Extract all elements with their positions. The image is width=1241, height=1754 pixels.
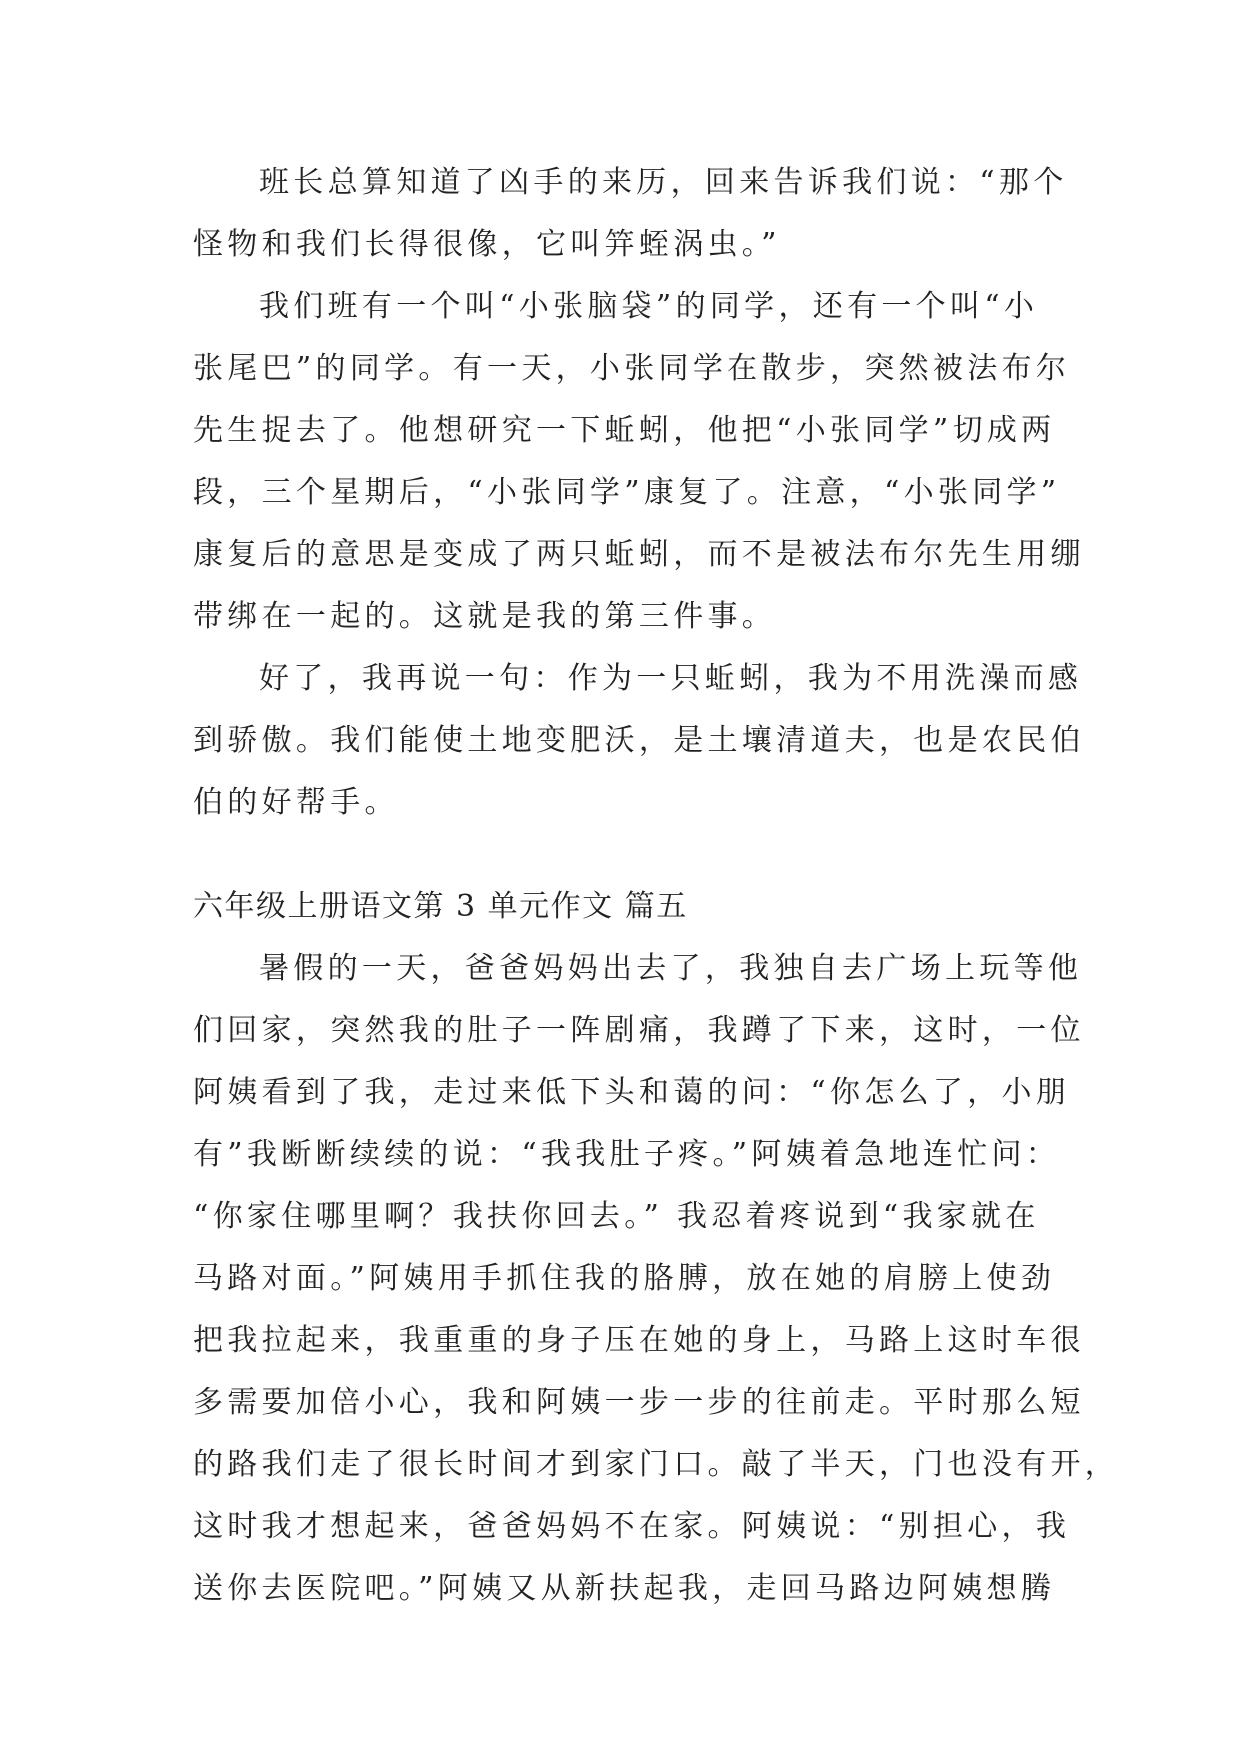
paragraph-line: 段，三个星期后，“小张同学”康复了。注意，“小张同学” — [193, 475, 1061, 510]
section-2-body — [193, 938, 1120, 1620]
paragraph-line: 有”我断断续续的说：“我我肚子疼。”阿姨着急地连忙问： — [193, 1137, 1061, 1172]
paragraph-line: 送你去医院吧。”阿姨又从新扶起我，走回马路边阿姨想腾 — [193, 1571, 1056, 1606]
paragraph-line: 阿姨看到了我，走过来低下头和蔼的问：“你怎么了，小朋 — [193, 1075, 1071, 1110]
paragraph-line: 带绑在一起的。这就是我的第三件事。 — [193, 599, 777, 634]
paragraph-line: 这时我才想起来，爸爸妈妈不在家。阿姨说：“别担心，我 — [193, 1509, 1071, 1544]
paragraph-line: 怪物和我们长得很像，它叫笄蛭涡虫。” — [193, 227, 781, 262]
paragraph-line: 好了，我再说一句：作为一只蚯蚓，我为不用洗澡而感 — [259, 661, 1083, 696]
paragraph-line: 班长总算知道了凶手的来历，回来告诉我们说：“那个 — [259, 165, 1068, 200]
paragraph-line: 康复后的意思是变成了两只蚯蚓，而不是被法布尔先生用绷 — [193, 537, 1085, 572]
paragraph-line: 先生捉去了。他想研究一下蚯蚓，他把“小张同学”切成两 — [193, 413, 1056, 448]
paragraph-line: 暑假的一天，爸爸妈妈出去了，我独自去广场上玩等他 — [259, 951, 1083, 986]
paragraph-line: 多需要加倍小心，我和阿姨一步一步的往前走。平时那么短 — [193, 1385, 1085, 1420]
paragraph-line: 们回家，突然我的肚子一阵剧痛，我蹲了下来，这时，一位 — [193, 1013, 1085, 1048]
paragraph-line: “你家住哪里啊？我扶你回去。” 我忍着疼说到“我家就在 — [193, 1199, 1040, 1234]
paragraph-line: 张尾巴”的同学。有一天，小张同学在散步，突然被法布尔 — [193, 351, 1071, 386]
paragraph-line: 马路对面。”阿姨用手抓住我的胳膊，放在她的肩膀上使劲 — [193, 1261, 1056, 1296]
section-1-body — [193, 152, 1085, 834]
section-heading: 六年级上册语文第 3 单元作文 篇五 — [193, 889, 688, 924]
paragraph-line: 我们班有一个叫“小张脑袋”的同学，还有一个叫“小 — [259, 289, 1039, 324]
paragraph-line: 到骄傲。我们能使土地变肥沃，是土壤清道夫，也是农民伯 — [193, 723, 1085, 758]
paragraph-line: 伯的好帮手。 — [193, 785, 399, 820]
paragraph-line: 把我拉起来，我重重的身子压在她的身上，马路上这时车很 — [193, 1323, 1085, 1358]
paragraph-line: 的路我们走了很长时间才到家门口。敲了半天，门也没有开， — [193, 1447, 1120, 1482]
